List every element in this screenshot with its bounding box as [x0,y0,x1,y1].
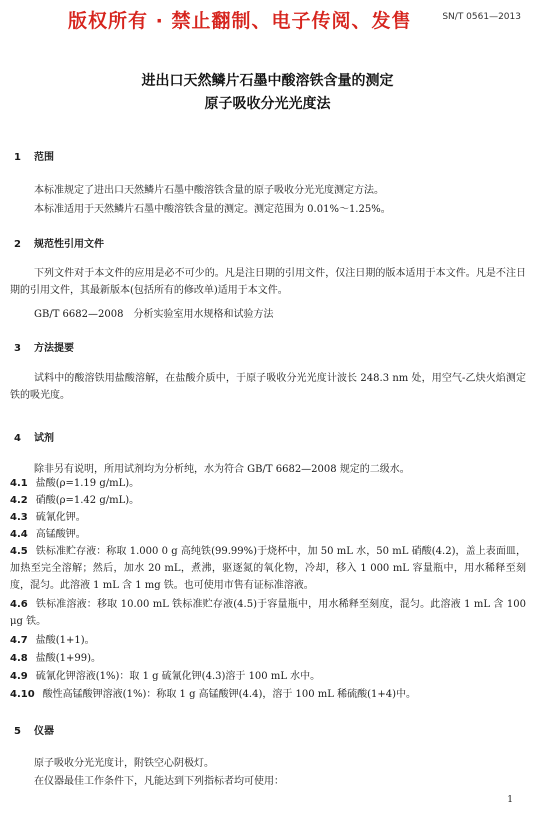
section-number: 1 [14,152,21,163]
reagent-item: 4.6 铁标准溶液：移取 10.00 mL 铁标准贮存液(4.5)于容量瓶中，用水稀释至刻度，混匀。此溶液 1 mL 含 100 μg 铁。 [10,599,526,627]
section-1-heading [14,148,54,163]
section-number: 2 [14,239,21,250]
page-number: 1 [507,795,513,805]
reagent-item: 4.4 高锰酸钾。 [10,529,86,540]
section-title: 方法提要 [34,343,74,354]
reagents-intro: 除非另有说明，所用试剂均为分析纯，水为符合 GB/T 6682—2008 规定的二级水。 [34,464,410,475]
section-title: 仪器 [34,726,54,737]
apparatus-paragraph-2: 在仪器最佳工作条件下，凡能达到下列指标者均可使用： [34,776,284,787]
reagent-item: 4.9 硫氰化钾溶液(1%)：取 1 g 硫氰化钾(4.3)溶于 100 mL 水中。 [10,671,321,682]
section-number: 3 [14,343,21,354]
reagent-item: 4.10 酸性高锰酸钾溶液(1%)：称取 1 g 高锰酸钾(4.4)，溶于 100 mL 稀硫酸(1+4)中。 [10,689,417,700]
reagent-item: 4.2 硝酸(ρ=1.42 g/mL)。 [10,495,140,506]
section-4-heading [14,429,54,444]
reagent-item: 4.3 硫氰化钾。 [10,512,86,523]
section-number: 4 [14,433,21,444]
section-5-heading [14,722,54,737]
method-summary-paragraph: 试料中的酸溶铁用盐酸溶解，在盐酸介质中，于原子吸收分光光度计波长 248.3 nm 处，用空气-乙炔火焰测定铁的吸光度。 [10,373,526,401]
reagent-item: 4.1 盐酸(ρ=1.19 g/mL)。 [10,478,140,489]
document-title-line1: 进出口天然鳞片石墨中酸溶铁含量的测定 [141,73,394,89]
standard-code: SN/T 0561—2013 [442,12,521,22]
reagent-item: 4.7 盐酸(1+1)。 [10,635,95,646]
apparatus-paragraph-1: 原子吸收分光光度计，附铁空心阴极灯。 [34,758,214,769]
section-3-heading [14,339,74,354]
copyright-watermark: 版权所有 · 禁止翻制、电子传阅、发售 [68,10,412,32]
section-title: 范围 [34,152,54,163]
scope-paragraph-2: 本标准适用于天然鳞片石墨中酸溶铁含量的测定。测定范围为 0.01%～1.25%。 [34,204,391,215]
normative-references-paragraph: 下列文件对于本文件的应用是必不可少的。凡是注日期的引用文件，仅注日期的版本适用于本文件。凡是不注日期的引用文件，其最新版本(包括所有的修改单)适用于本文件。 [10,268,526,296]
section-number: 5 [14,726,21,737]
scope-paragraph-1: 本标准规定了进出口天然鳞片石墨中酸溶铁含量的原子吸收分光光度测定方法。 [34,185,384,196]
section-title: 规范性引用文件 [34,239,104,250]
document-title-line2: 原子吸收分光光度法 [204,96,331,112]
section-2-heading [14,235,104,250]
reference-gbt-6682: GB/T 6682—2008 分析实验室用水规格和试验方法 [34,309,274,320]
section-title: 试剂 [34,433,54,444]
reagent-item: 4.8 盐酸(1+99)。 [10,653,101,664]
reagent-item: 4.5 铁标准贮存液：称取 1.000 0 g 高纯铁(99.99%)于烧杯中，加 50 mL 水，50 mL 硝酸(4.2)，盖上表面皿，加热至完全溶解；然后，加水 20 mL，煮沸，驱逐氮的氧化物，冷却，移入 1 000 mL 容量瓶中，用水稀释至刻度，混匀。此溶液 1 mL 含 1 mg 铁。也可使用市售有证标准溶液。 [10,546,526,591]
